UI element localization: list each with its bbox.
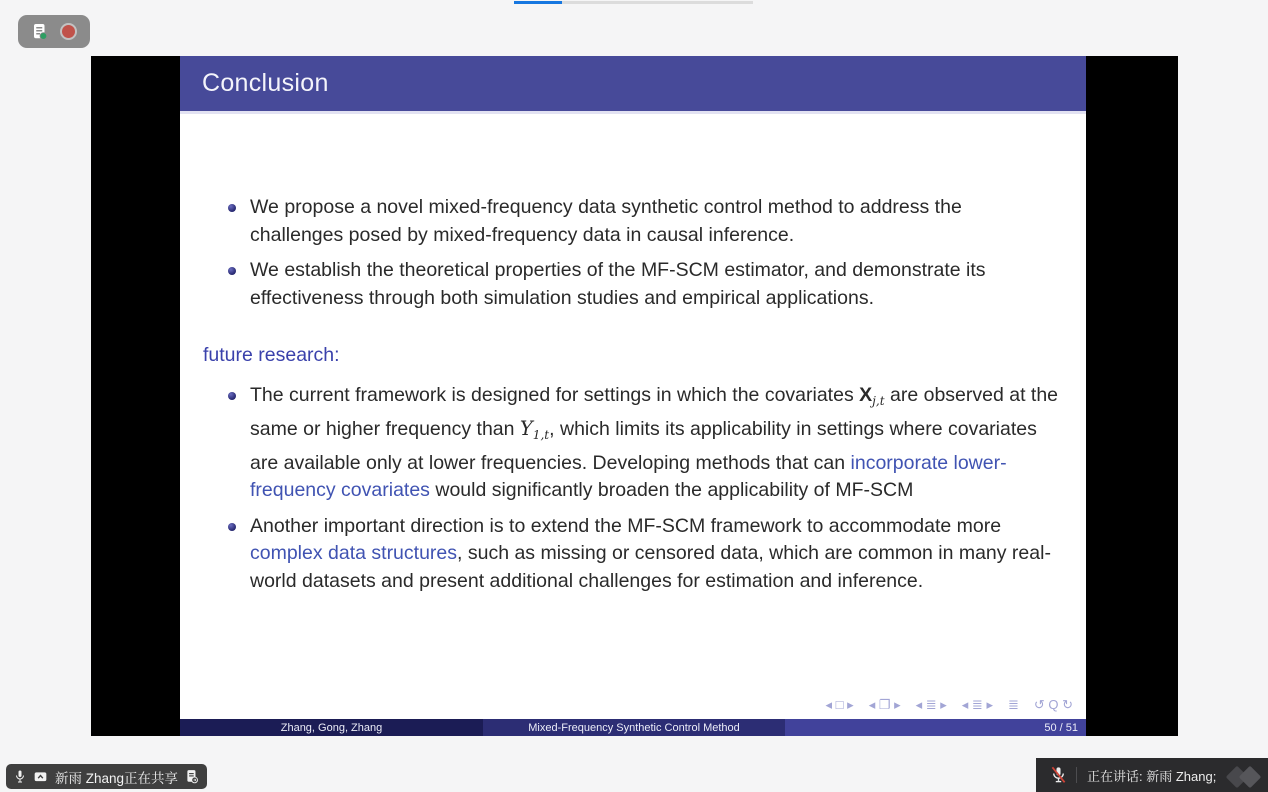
bullet-text: We propose a novel mixed-frequency data synthetic control method to address the challenges posed by mixed-frequency data in causal inference. [250,196,962,246]
beamer-nav-icon: ◂ ❐ ▸ [868,697,901,712]
footline-authors: Zhang, Gong, Zhang [180,719,483,736]
bullet-icon [228,257,250,312]
speaker-bar-divider [1076,767,1077,783]
beamer-nav-icon: ◂ ≣ ▸ [915,697,947,712]
beamer-nav-icon: ◂ ≣ ▸ [961,697,993,712]
screen-share-icon[interactable] [33,770,48,784]
sharing-status-text: 新雨 Zhang正在共享 [55,770,179,786]
bullet-list-top [228,194,1060,312]
beamer-nav-icon: ↺ Q ↻ [1033,697,1073,712]
bullet-list-future [228,382,1060,596]
floating-share-toolbar[interactable] [18,15,90,48]
microphone-muted-icon[interactable] [1050,766,1067,785]
record-button-icon[interactable] [60,23,77,40]
bullet-text: Another important direction is to extend the MF-SCM framework to accommodate more complex data structures, such as missing or censored data, which are common in many real-world datasets and present additional challenges for estimation and inference. [250,514,1051,592]
bullet-icon [228,194,250,249]
slide-body [180,114,1086,595]
footline-page-number: 50 / 51 [785,719,1086,736]
beamer-nav-icon: ≣ [1007,697,1019,712]
bullet-item [228,382,1060,505]
microphone-icon[interactable] [14,769,26,785]
slide-title: Conclusion [202,69,329,97]
doc-badge-icon[interactable] [185,769,199,784]
active-speaker-bar [1036,758,1268,792]
top-progress-fill [514,1,562,4]
meeting-logo [1226,764,1266,790]
bullet-text: We establish the theoretical properties of the MF-SCM estimator, and demonstrate its effectiveness through both simulation studies and empirical applications. [250,259,986,309]
sharing-status-pill[interactable] [6,764,207,789]
shared-doc-icon[interactable] [31,22,49,41]
presentation-slide [180,56,1086,736]
bullet-item [228,194,1060,249]
active-speaker-text: 正在讲话: 新雨 Zhang; [1087,768,1217,784]
bullet-icon [228,513,250,596]
bullet-item [228,513,1060,596]
future-research-label: future research: [203,344,340,366]
bullet-text: The current framework is designed for settings in which the covariates $X_{j,t}$ are observed at the same or higher frequency than $Y_{1,t}$, which limits its applicability in settings where covariates are available only at lower frequencies. Developing methods that can incorporate lower-frequency covariates would significantly broaden the applicability of MF-SCM [250,383,1059,502]
shared-screen-stage [91,56,1178,736]
bullet-item [228,257,1060,312]
footline-short-title: Mixed-Frequency Synthetic Control Method [483,719,785,736]
slide-title-bar [180,56,1086,114]
slide-footline [180,719,1086,736]
top-progress-line [514,1,753,4]
beamer-nav-icon: ◂ □ ▸ [825,697,854,712]
beamer-navigation-icons [826,697,1073,713]
bullet-icon [228,382,250,505]
